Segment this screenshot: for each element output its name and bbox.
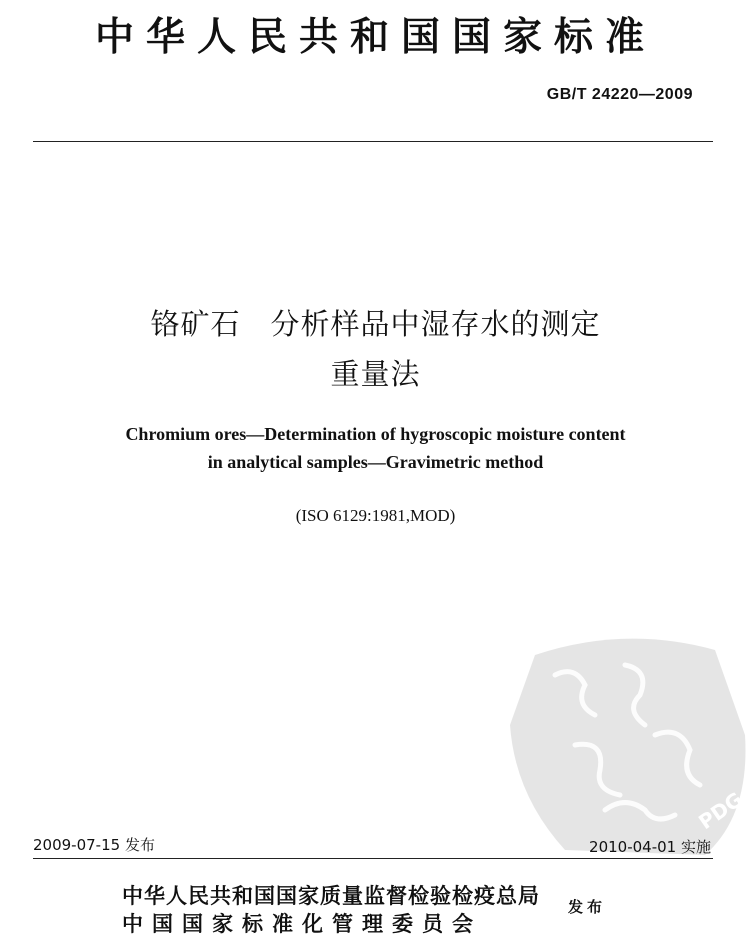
iso-reference: (ISO 6129:1981,MOD) [295, 506, 456, 525]
standard-number: GB/T 24220—2009 [546, 86, 693, 103]
implementation-date: 2010-04-01 实施 [589, 838, 711, 856]
issue-date: 2009-07-15 发布 [33, 836, 155, 854]
footer-divider [33, 858, 713, 859]
issuer-line1: 中华人民共和国国家质量监督检验检疫总局 [122, 884, 540, 908]
watermark-seal [505, 615, 751, 865]
issuer-line2: 中国国家标准化管理委员会 [122, 912, 482, 936]
issuer-suffix: 发布 [568, 898, 607, 916]
english-title-line2: in analytical samples—Gravimetric method [207, 452, 544, 472]
watermark-text: PDG [694, 787, 747, 835]
header-divider [33, 141, 713, 142]
english-title-line1: Chromium ores—Determination of hygroscopic moisture content [125, 424, 626, 444]
standard-banner: 中华人民共和国国家标准 [94, 15, 656, 60]
chinese-title-line2: 重量法 [330, 357, 421, 391]
chinese-title-line1: 铬矿石 分析样品中湿存水的测定 [150, 307, 601, 341]
